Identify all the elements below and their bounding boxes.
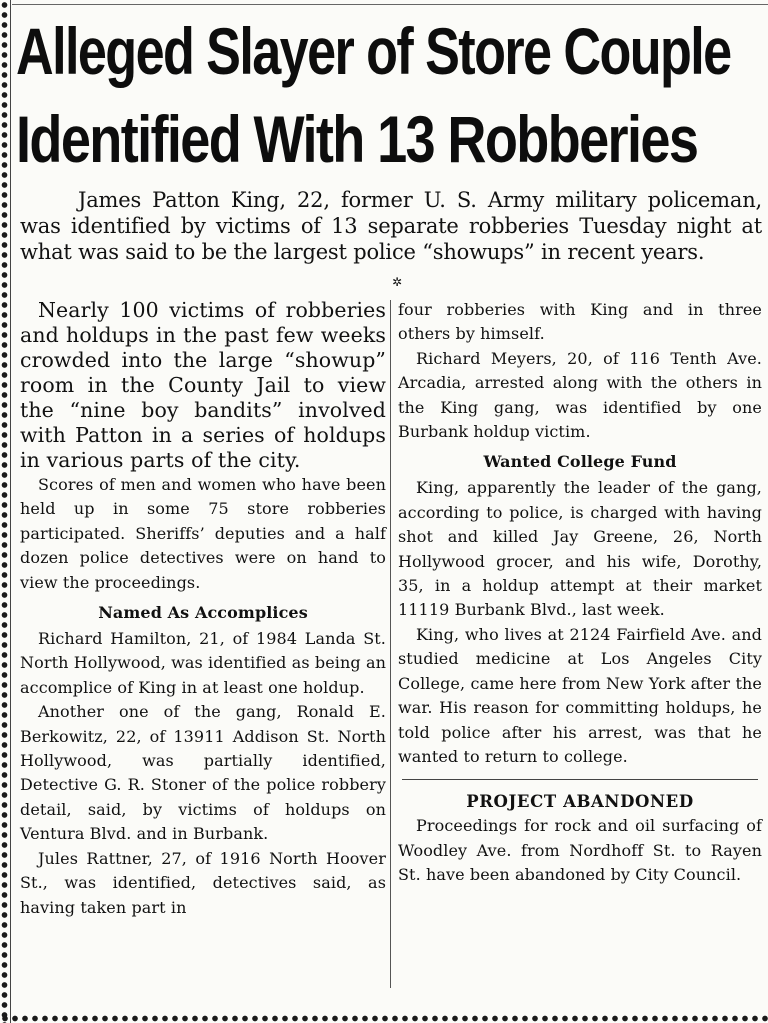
perforated-left-border [0, 0, 9, 1023]
article-headline [16, 14, 766, 176]
right-paragraph-1: four robberies with King and in three others by himself. [398, 300, 762, 344]
lead-paragraph [20, 187, 762, 265]
column-divider [390, 300, 391, 988]
right-paragraph-4: King, who lives at 2124 Fairfield Ave. and studied medicine at Los Angeles City College, came here from New York after the war. His reason for committing holdups, he told police after his arrest, was that he wanted to return to college. [398, 624, 762, 766]
left-column [20, 298, 386, 920]
right-paragraph-2: Richard Meyers, 20, of 116 Tenth Ave. Arcadia, arrested along with the others in the King gang, was identified by one Burbank holdup victim. [398, 348, 762, 442]
left-paragraph-5: Jules Rattner, 27, of 1916 North Hoover St., was identified, detectives said, as having taken part in [20, 848, 386, 917]
column-marker-icon: ✲ [392, 275, 403, 289]
brief-headline: PROJECT ABANDONED [466, 792, 694, 812]
right-paragraph-3: King, apparently the leader of the gang, according to police, is charged with having shot and killed Jay Greene, 26, North Hollywood grocer, and his wife, Dorothy, 35, in a holdup attempt at their market 11119 Burbank Blvd., last week. [398, 478, 762, 620]
perforated-bottom-border [0, 1014, 768, 1023]
subhead-wanted-college-fund: Wanted College Fund [483, 452, 677, 472]
right-column [398, 298, 762, 888]
left-paragraph-2: Scores of men and women who have been held up in some 75 store robberies participated. Sheriffs’ deputies and a half dozen police detectives were on hand to view the proceedings. [20, 475, 386, 592]
brief-separator-rule [402, 779, 758, 780]
brief-body: Proceedings for rock and oil surfacing of Woodley Ave. from Nordhoff St. to Rayen St. have been abandoned by City Council. [398, 816, 762, 885]
headline-line-2: Identified With 13 Robberies [16, 102, 698, 176]
left-paragraph-3: Richard Hamilton, 21, of 1984 Landa St. North Hollywood, was identified as being an accomplice of King in at least one holdup. [20, 629, 386, 697]
subhead-named-as-accomplices: Named As Accomplices [98, 603, 308, 623]
top-rule [12, 4, 768, 5]
left-paragraph-4: Another one of the gang, Ronald E. Berkowitz, 22, of 13911 Addison St. North Hollywood, was partially identified, Detective G. R. Stoner of the police robbery detail, said, by victims of holdups on Ventura Blvd. and in Burbank. [20, 702, 386, 844]
headline-line-1: Alleged Slayer of Store Couple [16, 14, 731, 88]
lead-text: James Patton King, 22, former U. S. Army military policeman, was identified by victims of 13 separate robberies Tuesday night at what was said to be the largest police “showups” in recent years. [20, 188, 762, 264]
left-border-rule [10, 0, 11, 1023]
left-paragraph-1: Nearly 100 victims of robberies and holdups in the past few weeks crowded into the large “showup” room in the County Jail to view the “nine boy bandits” involved with Patton in a series of holdups in various parts of the city. [20, 298, 386, 472]
